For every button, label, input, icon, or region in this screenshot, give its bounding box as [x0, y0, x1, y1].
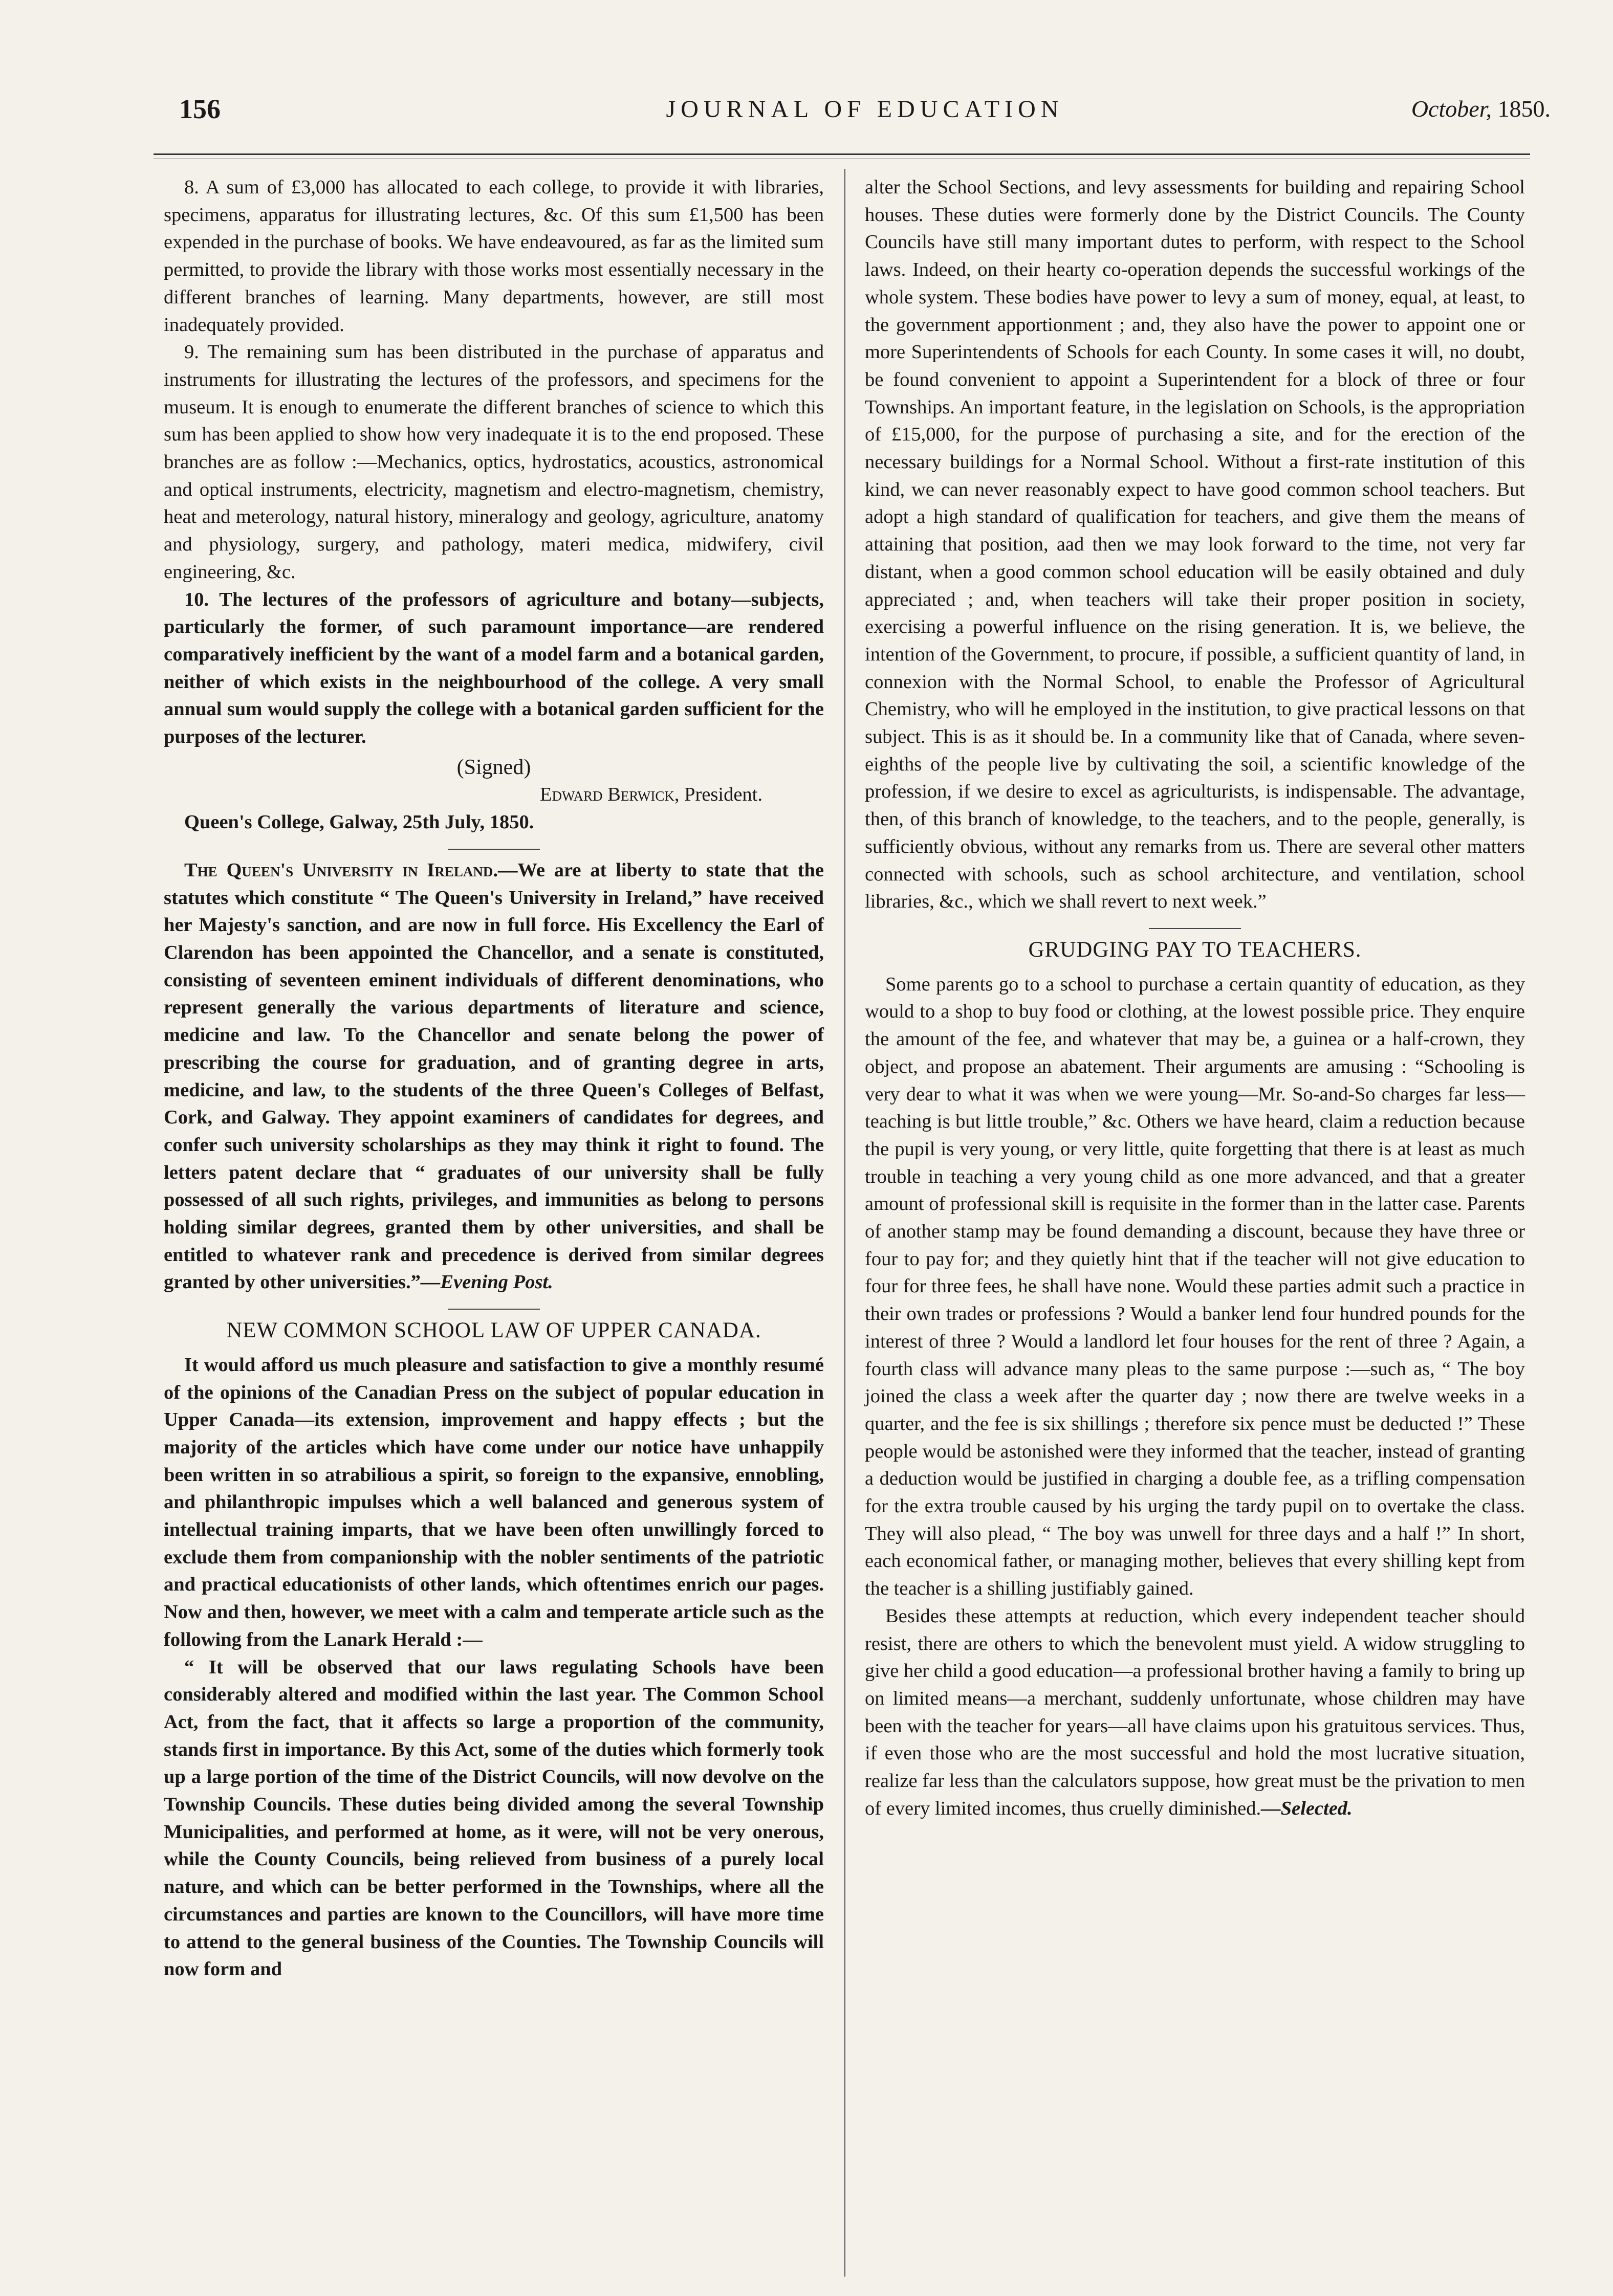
canada-quote-paragraph: “ It will be observed that our laws regulating Schools have been considerably altered and modified within the last year. The Common School Act, from the fact, that it affects so large a proportion of the community, stands first in importance. By this Act, some of the duties which formerly took up a large portion of the time of the District Councils, will now devolve on the Township Councils. These duties being divided among the several Township Municipalities, and performed at home, as it were, will not be very onerous, while the County Councils, being relieved from business of a purely local nature, and which can be better performed in the Townships, where all the circumstances and parties are known to the Councillors, will have more time to attend to the general business of the Counties. The Township Councils will now form and	[164, 1656, 824, 1980]
header-rule	[154, 153, 1530, 155]
journal-title: JOURNAL OF EDUCATION	[666, 96, 1064, 123]
page-number: 156	[179, 94, 221, 124]
section-rule	[448, 849, 540, 850]
university-source: —Evening Post.	[420, 1271, 553, 1293]
issue-year: 1850.	[1497, 96, 1551, 122]
canada-heading: NEW COMMON SCHOOL LAW OF UPPER CANADA.	[226, 1318, 761, 1343]
grudging-paragraph-1: Some parents go to a school to purchase a certain quantity of education, as they would to a shop to buy food or clothing, at the lowest possible price. They enquire the amount of the fee, and whatever that may be, a guinea or a half-crown, they object, and propose an abatement. Their arguments are amusing : “Schooling is very dear to what it was when we were young—Mr. So-and-So charges far less—teaching is but little trouble,” &c. Others we have heard, claim a reduction because the pupil is very young, or very little, quite forgetting that there is at least as much trouble in teaching a very young child as one more advanced, and that a greater amount of professional skill is requisite in the former than in the latter case. Parents of another stamp may be found demanding a discount, because they have three or four to pay for; and they quietly hint that if the teacher will not give education to four for three fees, he shall have none. Would these parties admit such a practice in their own trades or professions ? Would a banker lend four hundred pounds for the interest of three ? Would a landlord let four houses for the rent of three ? Again, a fourth class will advance many pleas to the same purpose :—such as, “ The boy joined the class a week after the quarter day ; now there are twelve weeks in a quarter, and the fee is six shillings ; therefore six pence must be deducted !” These people would be astonished were they informed that the teacher, instead of granting a deduction would be justified in charging a double fee, as a trifling compensation for the extra trouble caused by his urging the tardy pupil on to overtake the class. They will also plead, “ The boy was unwell for three days and a half !” In short, each economical father, or managing mother, believes that every shilling kept from the teacher is a shilling justifiably gained.	[865, 973, 1525, 1600]
paragraph-8: 8. A sum of £3,000 has allocated to each college, to provide it with libraries, specimens, apparatus for illustrating lectures, &c. Of this sum £1,500 has been expended in the purchase of books. We have endeavoured, as far as the limited sum permitted, to provide the library with those works most essentially necessary in the different branches of learning. Many departments, however, are still most inadequately provided.	[164, 176, 824, 336]
grudging-heading: GRUDGING PAY TO TEACHERS.	[1028, 937, 1362, 962]
university-body: —We are at liberty to state that the statutes which constitute “ The Queen's University in Ireland,” have received her Majesty's sanction, and are now in full force. His Excellency the Earl of Clarendon has been appointed the Chancellor, and a senate is constituted, consisting of seventeen eminent individuals of different denominations, who represent generally the various departments of literature and science, medicine and law. To the Chancellor and senate belong the power of prescribing the course for graduation, and of granting degree in arts, medicine, and law, to the students of the three Queen's Colleges of Belfast, Cork, and Galway. They appoint examiners of candidates for degrees, and confer such university scholarships as they may think it right to found. The letters patent declare that “ graduates of our university shall be fully possessed of all such rights, privileges, and immunities as belong to persons holding similar degrees, granted them by other universities, and shall be entitled to whatever rank and precedence is derived from similar degrees granted by other universities.”	[164, 859, 824, 1293]
left-column	[164, 174, 824, 1983]
canada-quote-continued: alter the School Sections, and levy assessments for building and repairing School houses. These duties were formerly done by the District Councils. The County Councils have still many important dutes to perform, with respect to the School laws. Indeed, on their hearty co-operation depends the successful workings of the whole system. These bodies have power to levy a sum of money, equal, at least, to the government apportionment ; and, they also have the power to appoint one or more Superintendents of Schools for each County. In some cases it will, no doubt, be found convenient to appoint a Superintendent for a block of three or four Townships. An important feature, in the legislation on Schools, is the appropriation of £15,000, for the purpose of purchasing a site, and for the erection of the necessary buildings for a Normal School. Without a first-rate institution of this kind, we can never reasonably expect to have good common school teachers. But adopt a high standard of qualification for teachers, and give them the means of attaining that position, aad then we may look forward to the time, not very far distant, when a good common school education will be easily obtained and duly appreciated ; and, when teachers will take their proper position in society, exercising a powerful influence on the rising generation. It is, we believe, the intention of the Government, to procure, if possible, a sufficient quantity of land, in connexion with the Normal School, to enable the Professor of Agricultural Chemistry, who will he employed in the institution, to give practical lessons on that subject. This is as it should be. In a community like that of Canada, where seven-eighths of the people live by cultivating the soil, a scientific knowledge of the profession, if we desire to excel as agriculturists, is indispensable. The advantage, then, of this branch of knowledge, to the teachers, and to the people, generally, is sufficiently obvious, without any remarks from us. There are several other matters connected with schools, such as school architecture, and ventilation, school libraries, &c., which we shall revert to next week.”	[865, 176, 1525, 913]
signatory-name: Edward Berwick,	[540, 784, 680, 806]
signed-label: (Signed)	[456, 755, 531, 779]
column-divider	[844, 169, 845, 2277]
university-lead: The Queen's University in Ireland.	[184, 859, 498, 881]
issue-date	[1411, 95, 1551, 122]
grudging-paragraph-2-text: Besides these attempts at reduction, which every independent teacher should resist, there are others to which the benevolent must yield. A widow struggling to give her child a good education—a professional brother having a family to bring up on limited means—a merchant, suddenly unfortunate, whose children may have been with the teacher for years—all have claims upon his gratuitous services. Thus, if even those who are the most successful and hold the most lucrative situation, realize far less than the calculators suppose, how great must be the privation to men of every limited incomes, thus cruelly diminished.	[865, 1605, 1525, 1819]
issue-month: October,	[1411, 96, 1492, 122]
page-header	[179, 93, 1551, 134]
paragraph-9: 9. The remaining sum has been distributed in the purchase of apparatus and instruments for illustrating the lectures of the professors, and specimens for the museum. It is enough to enumerate the different branches of science to which this sum has been applied to show how very inadequate it is to the end proposed. These branches are as follow :—Mechanics, optics, hydrostatics, acoustics, astronomical and optical instruments, electricity, magnetism and electro-magnetism, chemistry, heat and meterology, natural history, mineralogy and geology, agriculture, anatomy and physiology, surgery, and pathology, materi medica, midwifery, civil engineering, &c.	[164, 341, 824, 583]
grudging-source: —Selected.	[1261, 1797, 1353, 1819]
place-date: Queen's College, Galway, 25th July, 1850.	[184, 811, 534, 833]
canada-intro-paragraph: It would afford us much pleasure and satisfaction to give a monthly resumé of the opinions of the Canadian Press on the subject of popular education in Upper Canada—its extension, improvement and happy effects ; but the majority of the articles which have come under our notice have unhappily been written in so atrabilious a spirit, so foreign to the expansive, ennobling, and philanthropic impulses which a well balanced and generous system of intellectual training imparts, that we have been often unwillingly forced to exclude them from companionship with the nobler sentiments of the patriotic and practical educationists of other lands, which oftentimes enrich our pages. Now and then, however, we meet with a calm and temperate article such as the following from the Lanark Herald :—	[164, 1354, 824, 1650]
university-paragraph	[164, 857, 824, 1296]
right-column	[865, 174, 1525, 1822]
paragraph-10: 10. The lectures of the professors of agriculture and botany—subjects, particularly the former, of such paramount importance—are rendered comparatively inefficient by the want of a model farm and a botanical garden, neither of which exists in the neighbourhood of the college. A very small annual sum would supply the college with a botanical garden sufficient for the purposes of the lecturer.	[164, 588, 824, 748]
grudging-paragraph-2	[865, 1603, 1525, 1823]
signatory-title: President.	[684, 784, 762, 806]
signature-line	[164, 781, 824, 809]
section-rule	[1149, 928, 1241, 929]
section-rule	[448, 1309, 540, 1310]
